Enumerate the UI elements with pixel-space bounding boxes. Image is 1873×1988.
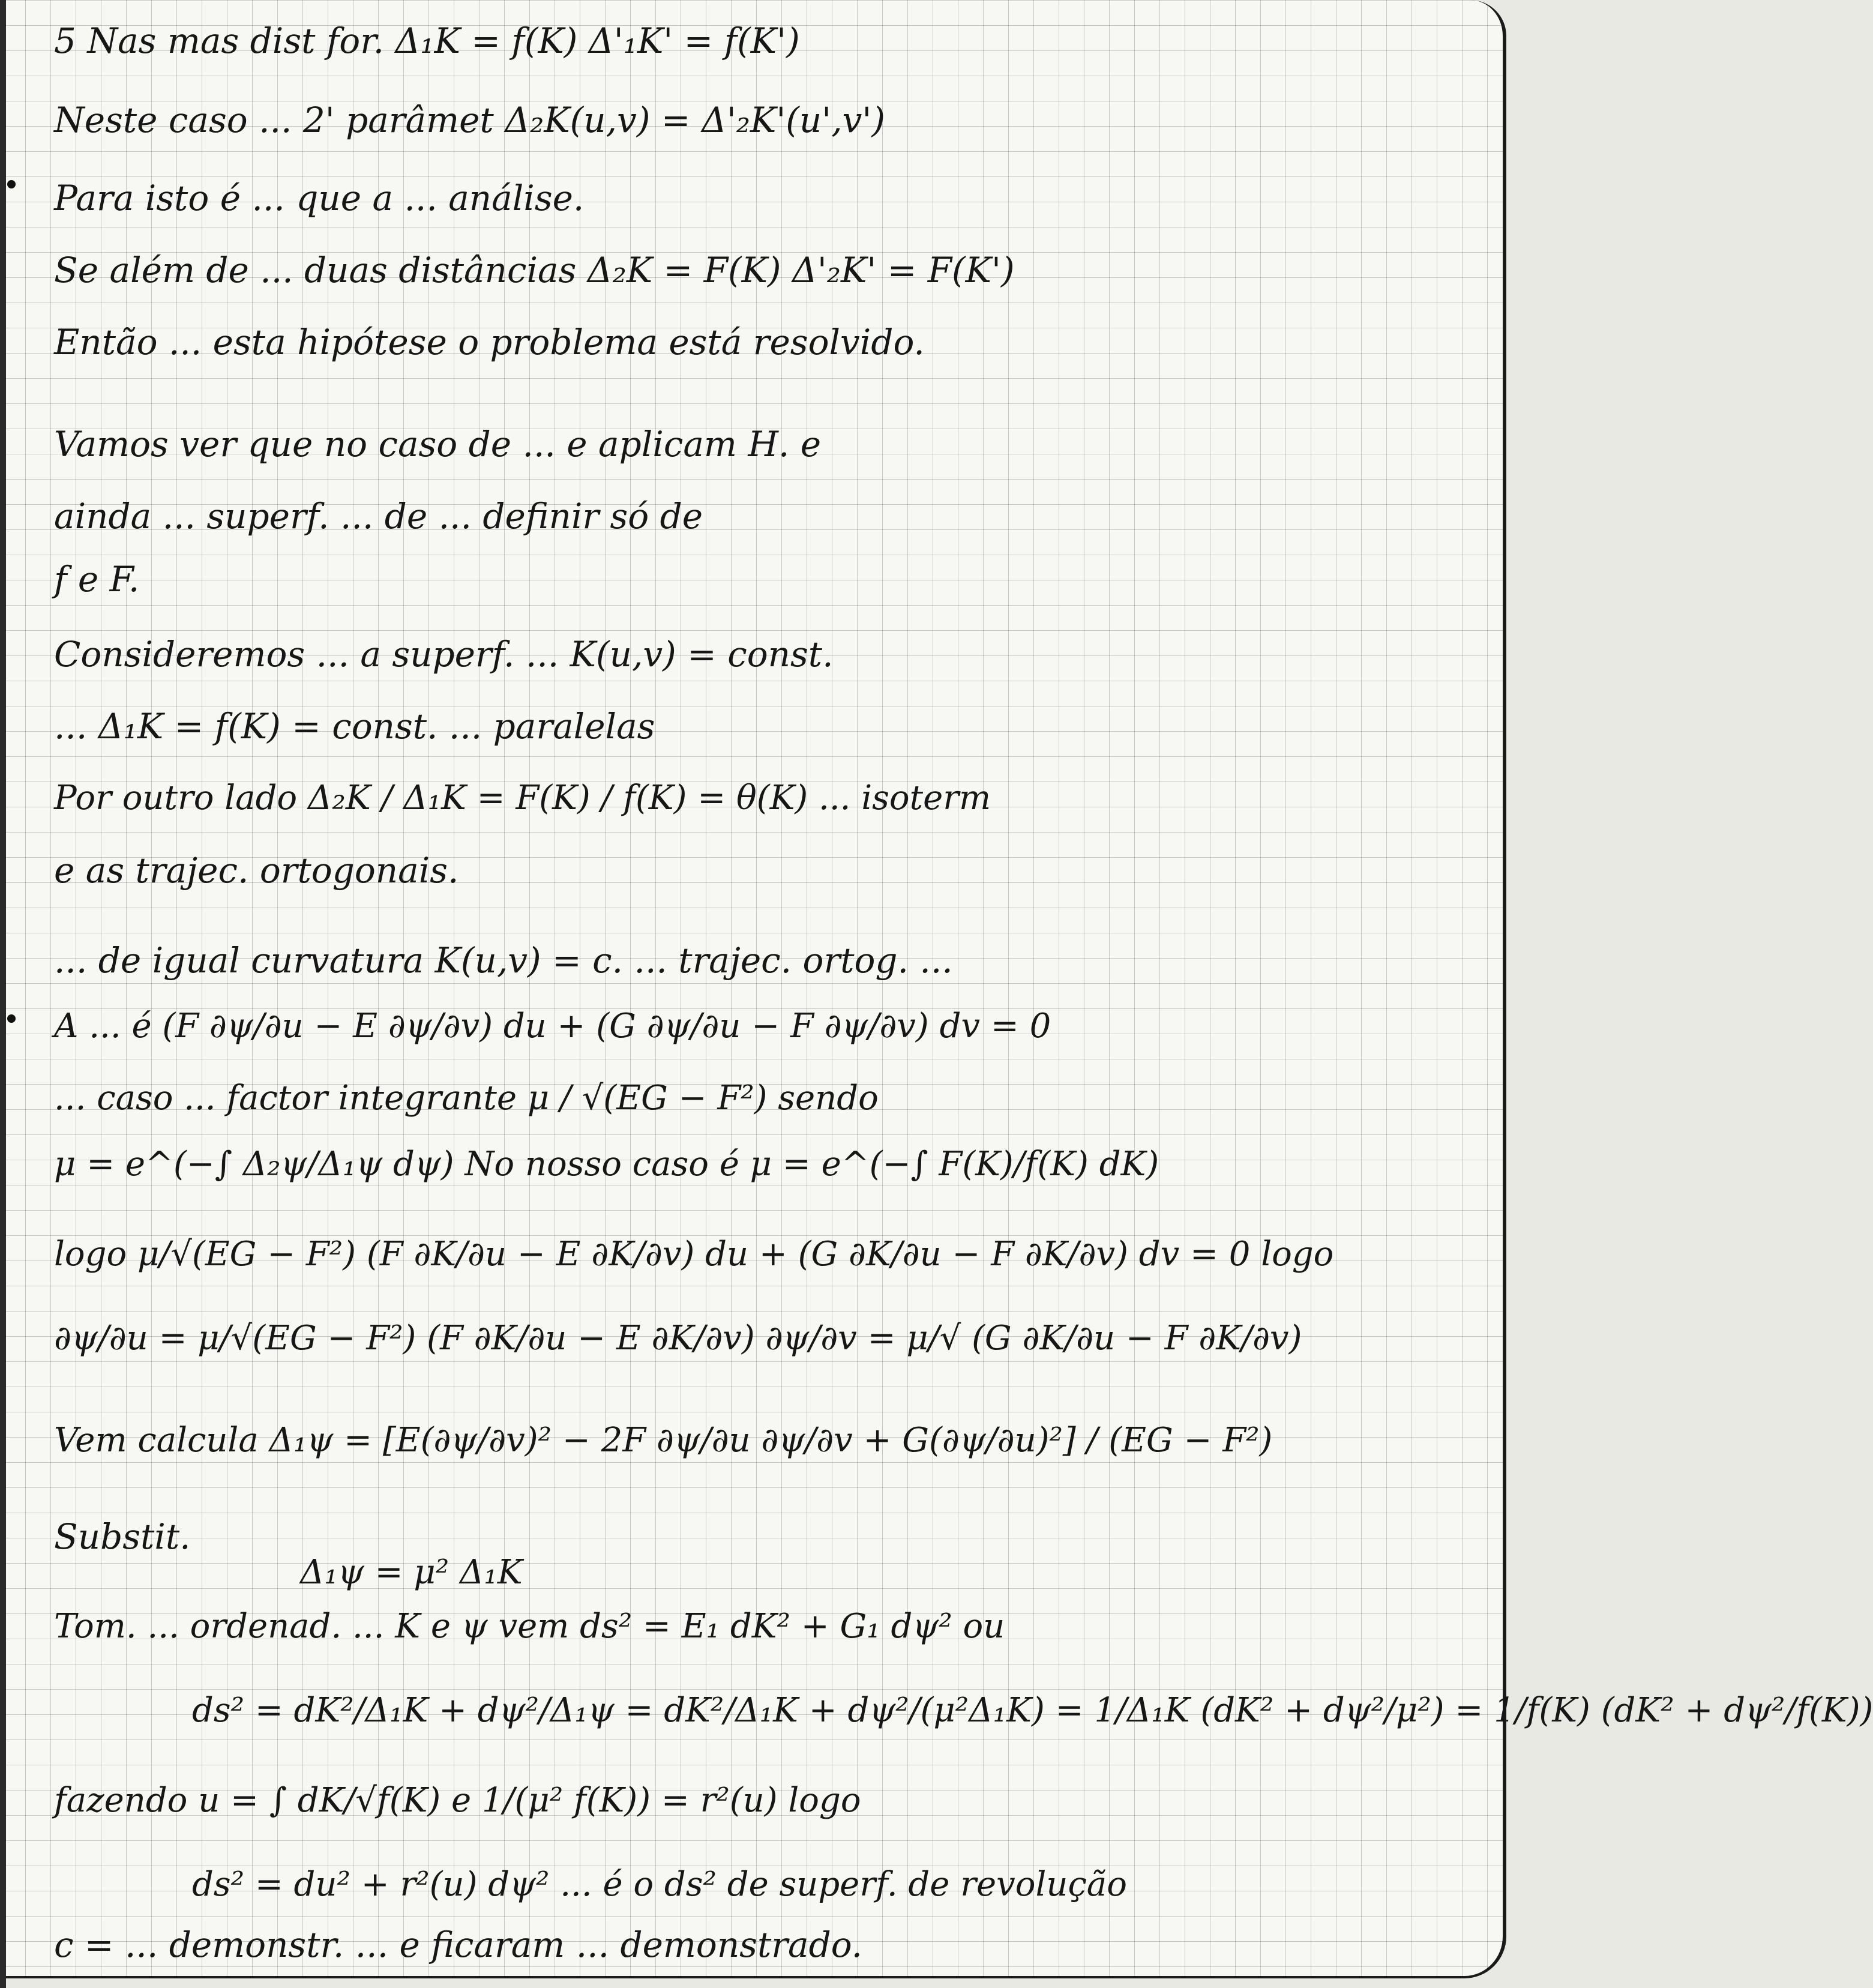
handwritten-line: ds² = du² + r²(u) dψ² ... é o ds² de superf. de revolução — [192, 1865, 1127, 1904]
handwritten-line: Se além de ... duas distâncias Δ₂K = F(K) Δ'₂K' = F(K') — [54, 250, 1015, 291]
handwritten-line: Δ₁ψ = μ² Δ₁K — [300, 1553, 523, 1592]
scan-edge — [0, 0, 6, 1988]
handwritten-line: Neste caso ... 2' parâmet Δ₂K(u,v) = Δ'₂K'(u',v') — [54, 100, 886, 140]
handwritten-line: ainda ... superf. ... de ... definir só de — [54, 496, 703, 537]
handwritten-line: ... Δ₁K = f(K) = const. ... paralelas — [54, 706, 655, 747]
handwritten-line: Por outro lado Δ₂K / Δ₁K = F(K) / f(K) = θ(K) ... isoterm — [54, 779, 991, 818]
handwritten-line: A ... é (F ∂ψ/∂u − E ∂ψ/∂v) du + (G ∂ψ/∂u − F ∂ψ/∂v) dv = 0 — [54, 1007, 1051, 1046]
handwritten-line: fazendo u = ∫ dK/√f(K) e 1/(μ² f(K)) = r²(u) logo — [54, 1781, 861, 1820]
handwritten-line: 5 Nas mas dist for. Δ₁K = f(K) Δ'₁K' = f(K') — [54, 20, 800, 61]
handwritten-line: μ = e^(−∫ Δ₂ψ/Δ₁ψ dψ) No nosso caso é μ = e^(−∫ F(K)/f(K) dK) — [54, 1145, 1159, 1184]
handwritten-line: e as trajec. ortogonais. — [54, 850, 459, 891]
handwritten-line: Tom. ... ordenad. ... K e ψ vem ds² = E₁ dK² + G₁ dψ² ou — [54, 1607, 1005, 1646]
handwritten-line: logo μ/√(EG − F²) (F ∂K/∂u − E ∂K/∂v) du + (G ∂K/∂u − F ∂K/∂v) dv = 0 logo — [54, 1235, 1334, 1274]
handwritten-line: Vem calcula Δ₁ψ = [E(∂ψ/∂v)² − 2F ∂ψ/∂u ∂ψ/∂v + G(∂ψ/∂u)²] / (EG − F²) — [54, 1421, 1273, 1460]
handwritten-line: Vamos ver que no caso de ... e aplicam H. e — [54, 424, 822, 465]
handwritten-line: ∂ψ/∂u = μ/√(EG − F²) (F ∂K/∂u − E ∂K/∂v) ∂ψ/∂v = μ/√ (G ∂K/∂u − F ∂K/∂v) — [54, 1319, 1302, 1358]
handwritten-line: f e F. — [54, 559, 140, 600]
handwritten-line: Então ... esta hipótese o problema está resolvido. — [54, 322, 925, 363]
handwritten-line: ... de igual curvatura K(u,v) = c. ... trajec. ortog. ... — [54, 940, 953, 981]
handwritten-line: c = ... demonstr. ... e ficaram ... demonstrado. — [54, 1924, 863, 1965]
handwritten-line: Substit. — [54, 1516, 191, 1557]
punch-hole-mark — [7, 1014, 16, 1023]
handwritten-line: Para isto é ... que a ... análise. — [54, 178, 585, 218]
punch-hole-mark — [7, 180, 16, 188]
handwritten-line: ... caso ... factor integrante μ / √(EG − F²) sendo — [54, 1079, 879, 1118]
handwritten-line: ds² = dK²/Δ₁K + dψ²/Δ₁ψ = dK²/Δ₁K + dψ²/(μ²Δ₁K) = 1/Δ₁K (dK² + dψ²/μ²) = 1/f(K) (dK² + dψ²/f(K)) — [192, 1691, 1873, 1730]
handwritten-line: Consideremos ... a superf. ... K(u,v) = const. — [54, 634, 834, 675]
